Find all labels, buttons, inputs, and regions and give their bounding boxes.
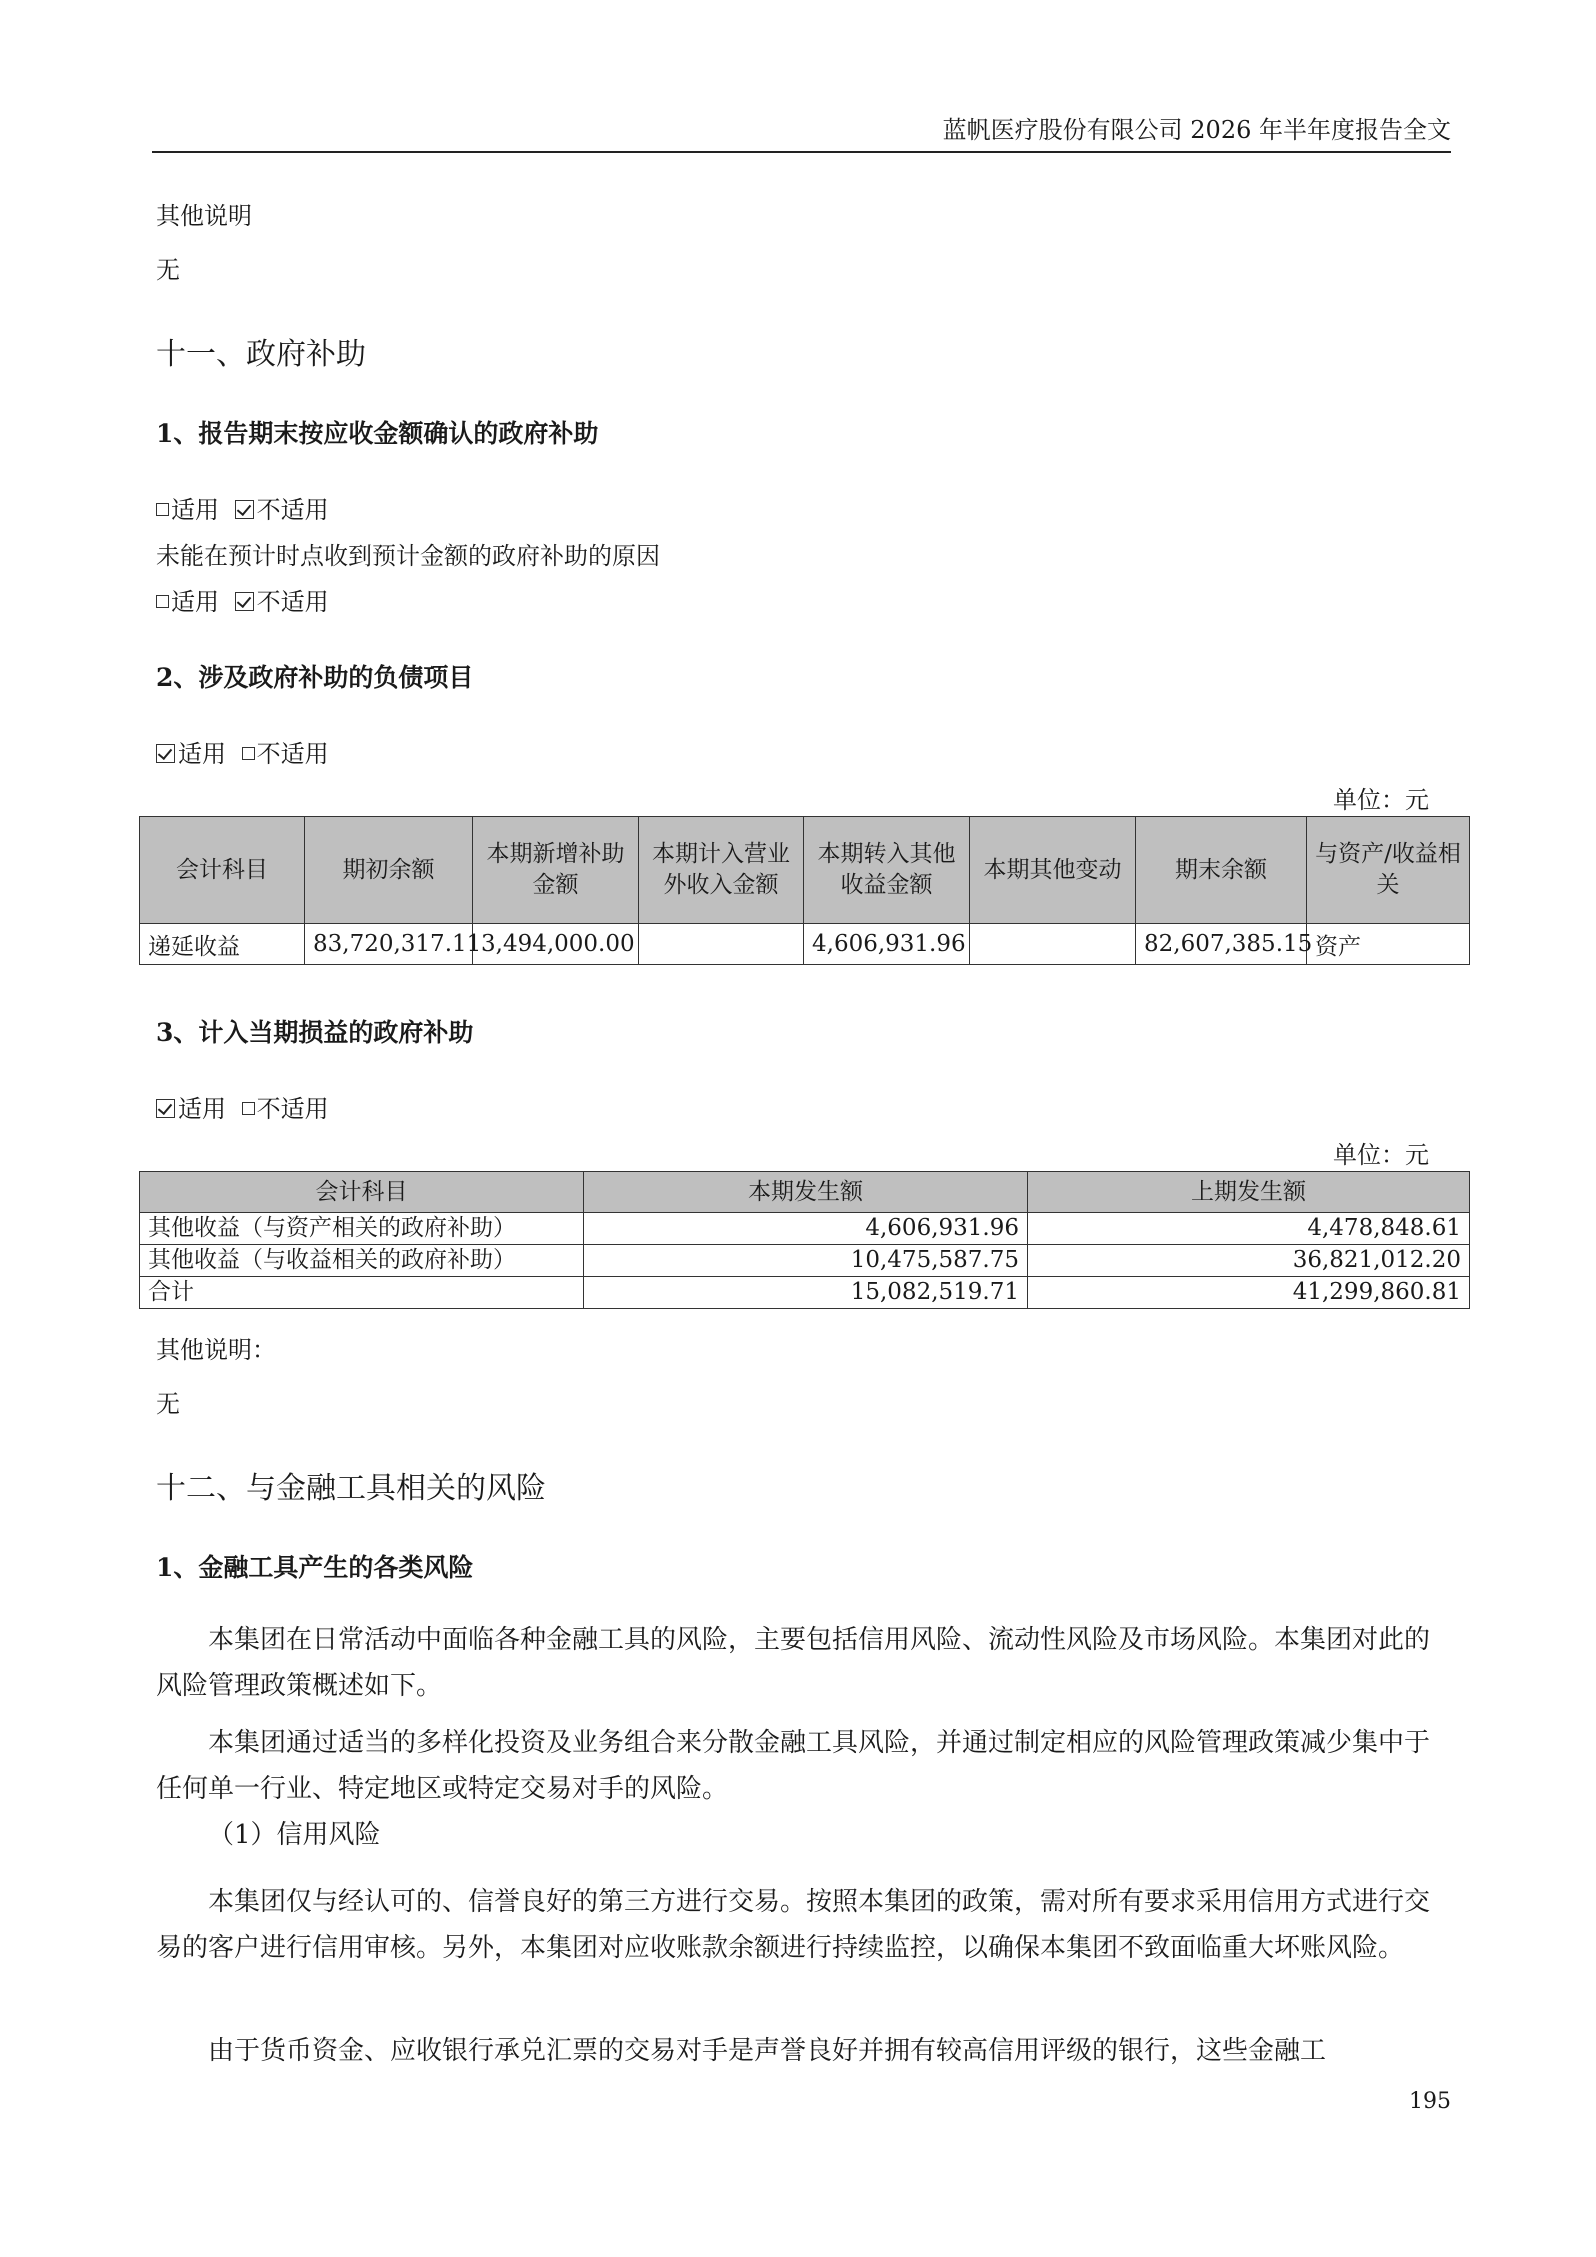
other-note-label: 其他说明 [156,202,252,230]
table-row [140,1277,1470,1309]
other-note-label: 其他说明： [156,1336,276,1364]
applicable-label: 适用 [178,1095,226,1123]
table-cell: 4,478,848.61 [1028,1213,1470,1245]
credit-risk-title: （1）信用风险 [208,1820,381,1850]
paragraph: 由于货币资金、应收银行承兑汇票的交易对手是声誉良好并拥有较高信用评级的银行，这些金融工 [208,2036,1327,2066]
sub2-unit: 单位：元 [1333,786,1429,814]
table-cell: 15,082,519.71 [584,1277,1028,1309]
checked-box-icon[interactable] [235,500,254,519]
section-11-title: 十一、政府补助 [156,337,366,372]
unchecked-box-icon[interactable] [242,1102,255,1115]
table-cell [970,924,1136,965]
table-row [140,1245,1470,1277]
applicable-label: 适用 [171,588,219,616]
table-header-cell: 期初余额 [305,817,473,924]
table-cell: 36,821,012.20 [1028,1245,1470,1277]
table-cell: 83,720,317.11 [305,924,473,965]
not-applicable-label: 不适用 [256,588,329,616]
checked-box-icon[interactable] [156,1099,175,1118]
sub3-unit: 单位：元 [1333,1141,1429,1169]
section-12-title: 十二、与金融工具相关的风险 [156,1471,546,1506]
other-note-value: 无 [156,1390,180,1418]
sub3-applicability [156,1089,329,1124]
table-cell: 4,606,931.96 [584,1213,1028,1245]
sub3-title: 3、计入当期损益的政府补助 [156,1018,474,1047]
liability-subsidy-table [139,816,1470,965]
table-cell: 合计 [140,1277,584,1309]
table-header-cell: 与资产/收益相关 [1307,817,1470,924]
table-row [140,1213,1470,1245]
table-cell: 3,494,000.00 [473,924,639,965]
unchecked-box-icon[interactable] [156,595,169,608]
header-rule [152,151,1451,153]
sub1-reason-label: 未能在预计时点收到预计金额的政府补助的原因 [156,542,660,570]
table-header-row [140,817,1470,924]
unchecked-box-icon[interactable] [156,503,169,516]
sub1-applicability-line1 [156,490,329,525]
table-header-cell: 本期新增补助金额 [473,817,639,924]
table-header-cell: 上期发生额 [1028,1172,1470,1213]
section-12-sub1-title: 1、金融工具产生的各类风险 [156,1553,474,1582]
applicable-label: 适用 [171,496,219,524]
sub2-applicability [156,734,329,769]
not-applicable-label: 不适用 [256,740,329,768]
other-note-value: 无 [156,256,180,284]
table-header-row [140,1172,1470,1213]
table-header-cell: 本期计入营业外收入金额 [639,817,804,924]
checked-box-icon[interactable] [156,744,175,763]
table-cell: 资产 [1307,924,1470,965]
table-header-cell: 本期转入其他收益金额 [804,817,970,924]
sub1-applicability-line2 [156,582,329,617]
table-cell: 4,606,931.96 [804,924,970,965]
unchecked-box-icon[interactable] [242,747,255,760]
paragraph: 本集团仅与经认可的、信誉良好的第三方进行交易。按照本集团的政策，需对所有要求采用信用方式进行交易的客户进行信用审核。另外，本集团对应收账款余额进行持续监控，以确保本集团不致面临重大坏账风险。 [156,1887,1431,1963]
sub1-title: 1、报告期末按应收金额确认的政府补助 [156,419,599,448]
page-number: 195 [1409,2089,1451,2114]
table-header-cell: 期末余额 [1136,817,1307,924]
paragraph: 本集团通过适当的多样化投资及业务组合来分散金融工具风险，并通过制定相应的风险管理政策减少集中于任何单一行业、特定地区或特定交易对手的风险。 [156,1728,1431,1804]
sub2-title: 2、涉及政府补助的负债项目 [156,663,474,692]
table-cell [639,924,804,965]
table-header-cell: 本期发生额 [584,1172,1028,1213]
table-header-cell: 会计科目 [140,817,305,924]
checked-box-icon[interactable] [235,592,254,611]
table-cell: 41,299,860.81 [1028,1277,1470,1309]
table-header-cell: 本期其他变动 [970,817,1136,924]
table-cell: 递延收益 [140,924,305,965]
table-header-cell: 会计科目 [140,1172,584,1213]
table-cell: 82,607,385.15 [1136,924,1307,965]
table-cell: 其他收益（与收益相关的政府补助） [140,1245,584,1277]
not-applicable-label: 不适用 [256,1095,329,1123]
table-row [140,924,1470,965]
not-applicable-label: 不适用 [256,496,329,524]
applicable-label: 适用 [178,740,226,768]
table-cell: 其他收益（与资产相关的政府补助） [140,1213,584,1245]
table-cell: 10,475,587.75 [584,1245,1028,1277]
profit-loss-subsidy-table [139,1171,1470,1309]
paragraph: 本集团在日常活动中面临各种金融工具的风险，主要包括信用风险、流动性风险及市场风险。本集团对此的风险管理政策概述如下。 [156,1625,1431,1701]
header-title: 蓝帆医疗股份有限公司 2026 年半年度报告全文 [942,116,1451,144]
